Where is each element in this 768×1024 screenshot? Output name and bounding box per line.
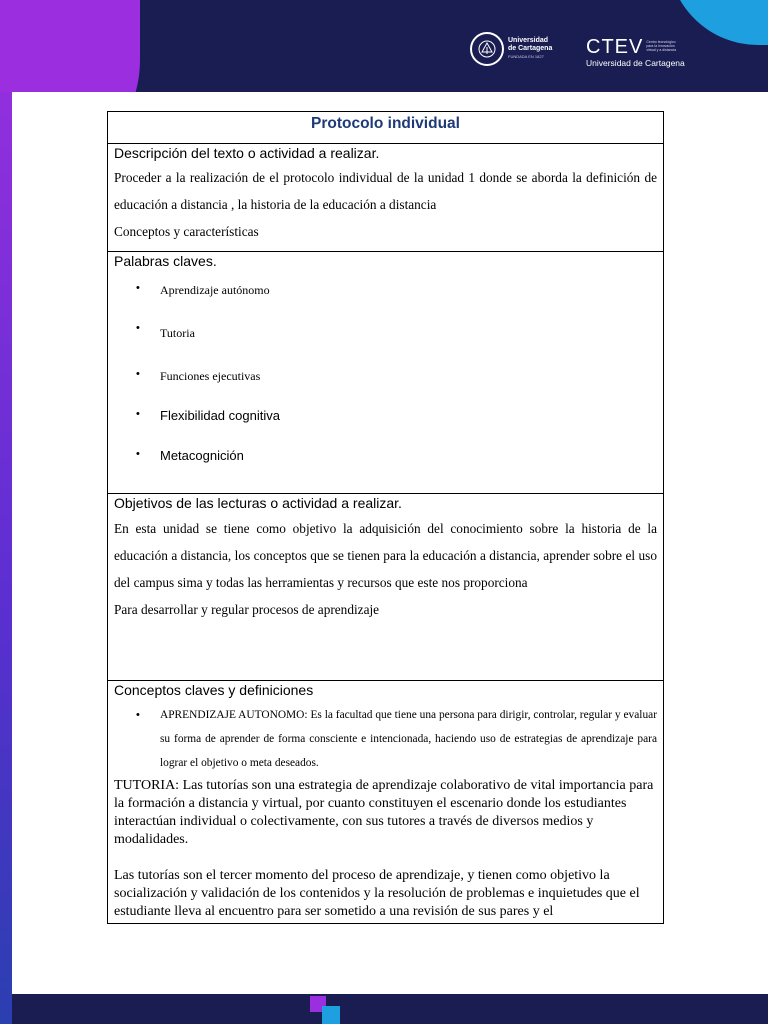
- protocol-title: Protocolo individual: [108, 112, 664, 144]
- left-accent-strip: [0, 0, 12, 1024]
- keyword-item: • Funciones ejecutivas: [160, 367, 657, 407]
- university-logo: [470, 32, 552, 66]
- description-cell: [108, 144, 664, 252]
- protocol-table: [107, 111, 664, 924]
- title-row: [108, 112, 664, 144]
- concepts-row: [108, 681, 664, 924]
- objectives-heading: Objetivos de las lecturas o actividad a realizar.: [114, 495, 402, 511]
- footer-blue-square: [322, 1006, 340, 1024]
- keyword-item: • Metacognición: [160, 447, 657, 487]
- university-tagline: FUNDADA EN 1827: [508, 54, 544, 59]
- tutoria-paragraph: TUTORIA: Las tutorías son una estrategia de aprendizaje colaborativo de vital importancia para la formación a distancia y virtual, por cuanto constituyen el escenario donde los estudiantes interactúan individual o colectivamente, con sus tutores a través de diversos medios y modalidades.: [114, 778, 654, 847]
- objectives-text-2: Para desarrollar y regular procesos de aprendizaje: [114, 602, 380, 617]
- keyword-item: • Aprendizaje autónomo: [160, 281, 657, 321]
- keywords-heading: Palabras claves.: [114, 253, 217, 269]
- ctev-tagline: Centro tecnológico para la innovación virtual y a distancia: [646, 40, 677, 52]
- description-heading: Descripción del texto o actividad a realizar.: [114, 145, 380, 161]
- keywords-cell: [108, 252, 664, 494]
- ctev-logo: [586, 38, 685, 68]
- objectives-text: En esta unidad se tiene como objetivo la adquisición del conocimiento sobre la historia de la educación a distancia, los conceptos que se tienen para la educación a distancia, aprender sobre el uso del campus sima y todas las herramientas y recursos que este nos proporciona: [114, 521, 657, 590]
- concept-item: • APRENDIZAJE AUTONOMO: Es la facultad que tiene una persona para dirigir, controlar, regular y evaluar su forma de aprender de forma consciente e intencionada, haciendo uso de estrategias de aprendizaje para lograr el objetivo o meta deseados.: [160, 703, 657, 775]
- concepts-heading: Conceptos claves y definiciones: [114, 682, 314, 698]
- description-row: [108, 144, 664, 252]
- objectives-cell: [108, 494, 664, 681]
- ctev-name: CTEV: [586, 36, 644, 58]
- university-name-line1: Universidad: [508, 37, 549, 44]
- concepts-list: [114, 703, 657, 775]
- objectives-row: [108, 494, 664, 681]
- description-text-2: Conceptos y características: [114, 224, 259, 239]
- description-text: Proceder a la realización de el protocolo individual de la unidad 1 donde se aborda la definición de educación a distancia , la historia de la educación a distancia: [114, 170, 657, 212]
- university-seal-icon: [470, 32, 504, 66]
- purple-decoration: [0, 0, 140, 92]
- tutoria-paragraph-2: Las tutorías son el tercer momento del proceso de aprendizaje, y tienen como objetivo la socialización y validación de los contenidos y la resolución de problemas e inquietudes que el estudiante lleva al encuentro para ser sometido a una revisión de sus pares y el: [114, 868, 640, 919]
- keyword-item: • Tutoria: [160, 321, 657, 367]
- keyword-item: • Flexibilidad cognitiva: [160, 407, 657, 447]
- keywords-row: [108, 252, 664, 494]
- concepts-cell: [108, 681, 664, 924]
- ctev-subtitle: Universidad de Cartagena: [586, 58, 685, 68]
- university-name-line2: de Cartagena: [508, 45, 553, 52]
- keywords-list: [114, 281, 657, 487]
- header-band: [0, 0, 768, 92]
